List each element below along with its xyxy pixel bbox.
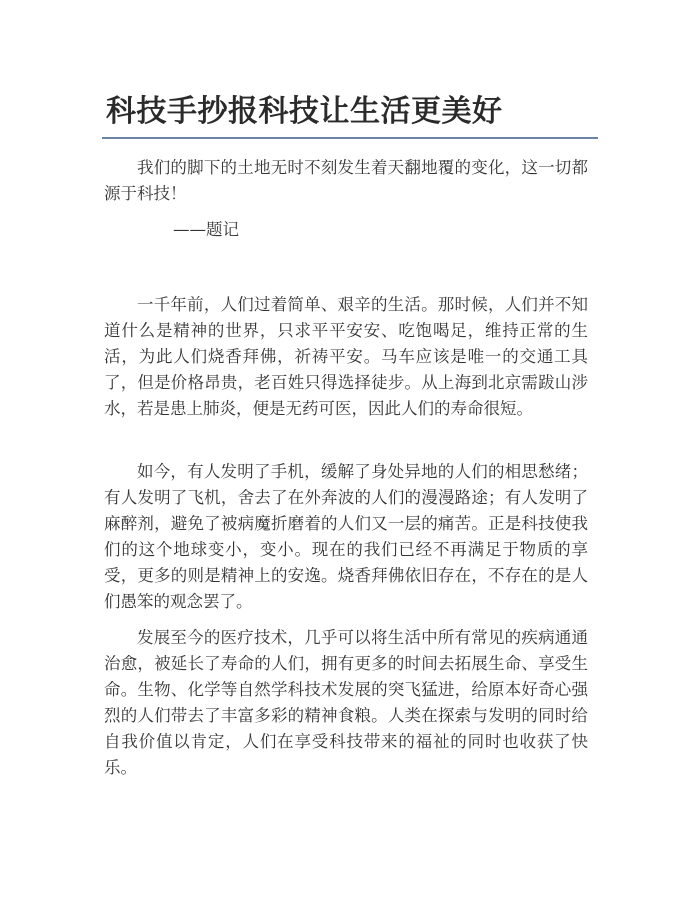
page-title: 科技手抄报科技让生活更美好 bbox=[106, 94, 503, 129]
title-divider bbox=[102, 137, 598, 139]
paragraph-1: 一千年前，人们过着简单、艰辛的生活。那时候，人们并不知道什么是精神的世界，只求平平安安、吃饱喝足，维持正常的生活，为此人们烧香拜佛，祈祷平安。马车应该是唯一的交通工具了，但是价格昂贵，老百姓只得选择徒步。从上海到北京需跋山涉水，若是患上肺炎，便是无药可医，因此人们的寿命很短。 bbox=[104, 295, 588, 418]
paragraph-3: 发展至今的医疗技术，几乎可以将生活中所有常见的疾病通通治愈，被延长了寿命的人们，拥有更多的时间去拓展生命、享受生命。生物、化学等自然学科技术发展的突飞猛进，给原本好奇心强烈的人们带去了丰富多彩的精神食粮。人类在探索与发明的同时给自我价值以肯定，人们在享受科技带来的福祉的同时也收获了快乐。 bbox=[104, 628, 588, 777]
paragraph-2: 如今，有人发明了手机，缓解了身处异地的人们的相思愁绪；有人发明了飞机，舍去了在外奔波的人们的漫漫路途；有人发明了麻醉剂，避免了被病魔折磨着的人们又一层的痛苦。正是科技使我们的这个地球变小，变小。现在的我们已经不再满足于物质的享受，更多的则是精神上的安逸。烧香拜佛依旧存在，不存在的是人们愚笨的观念罢了。 bbox=[104, 462, 588, 611]
epigraph-text: 我们的脚下的土地无时不刻发生着天翻地覆的变化，这一切都源于科技！ bbox=[104, 158, 588, 203]
epigraph-signature: ——题记 bbox=[173, 220, 239, 239]
